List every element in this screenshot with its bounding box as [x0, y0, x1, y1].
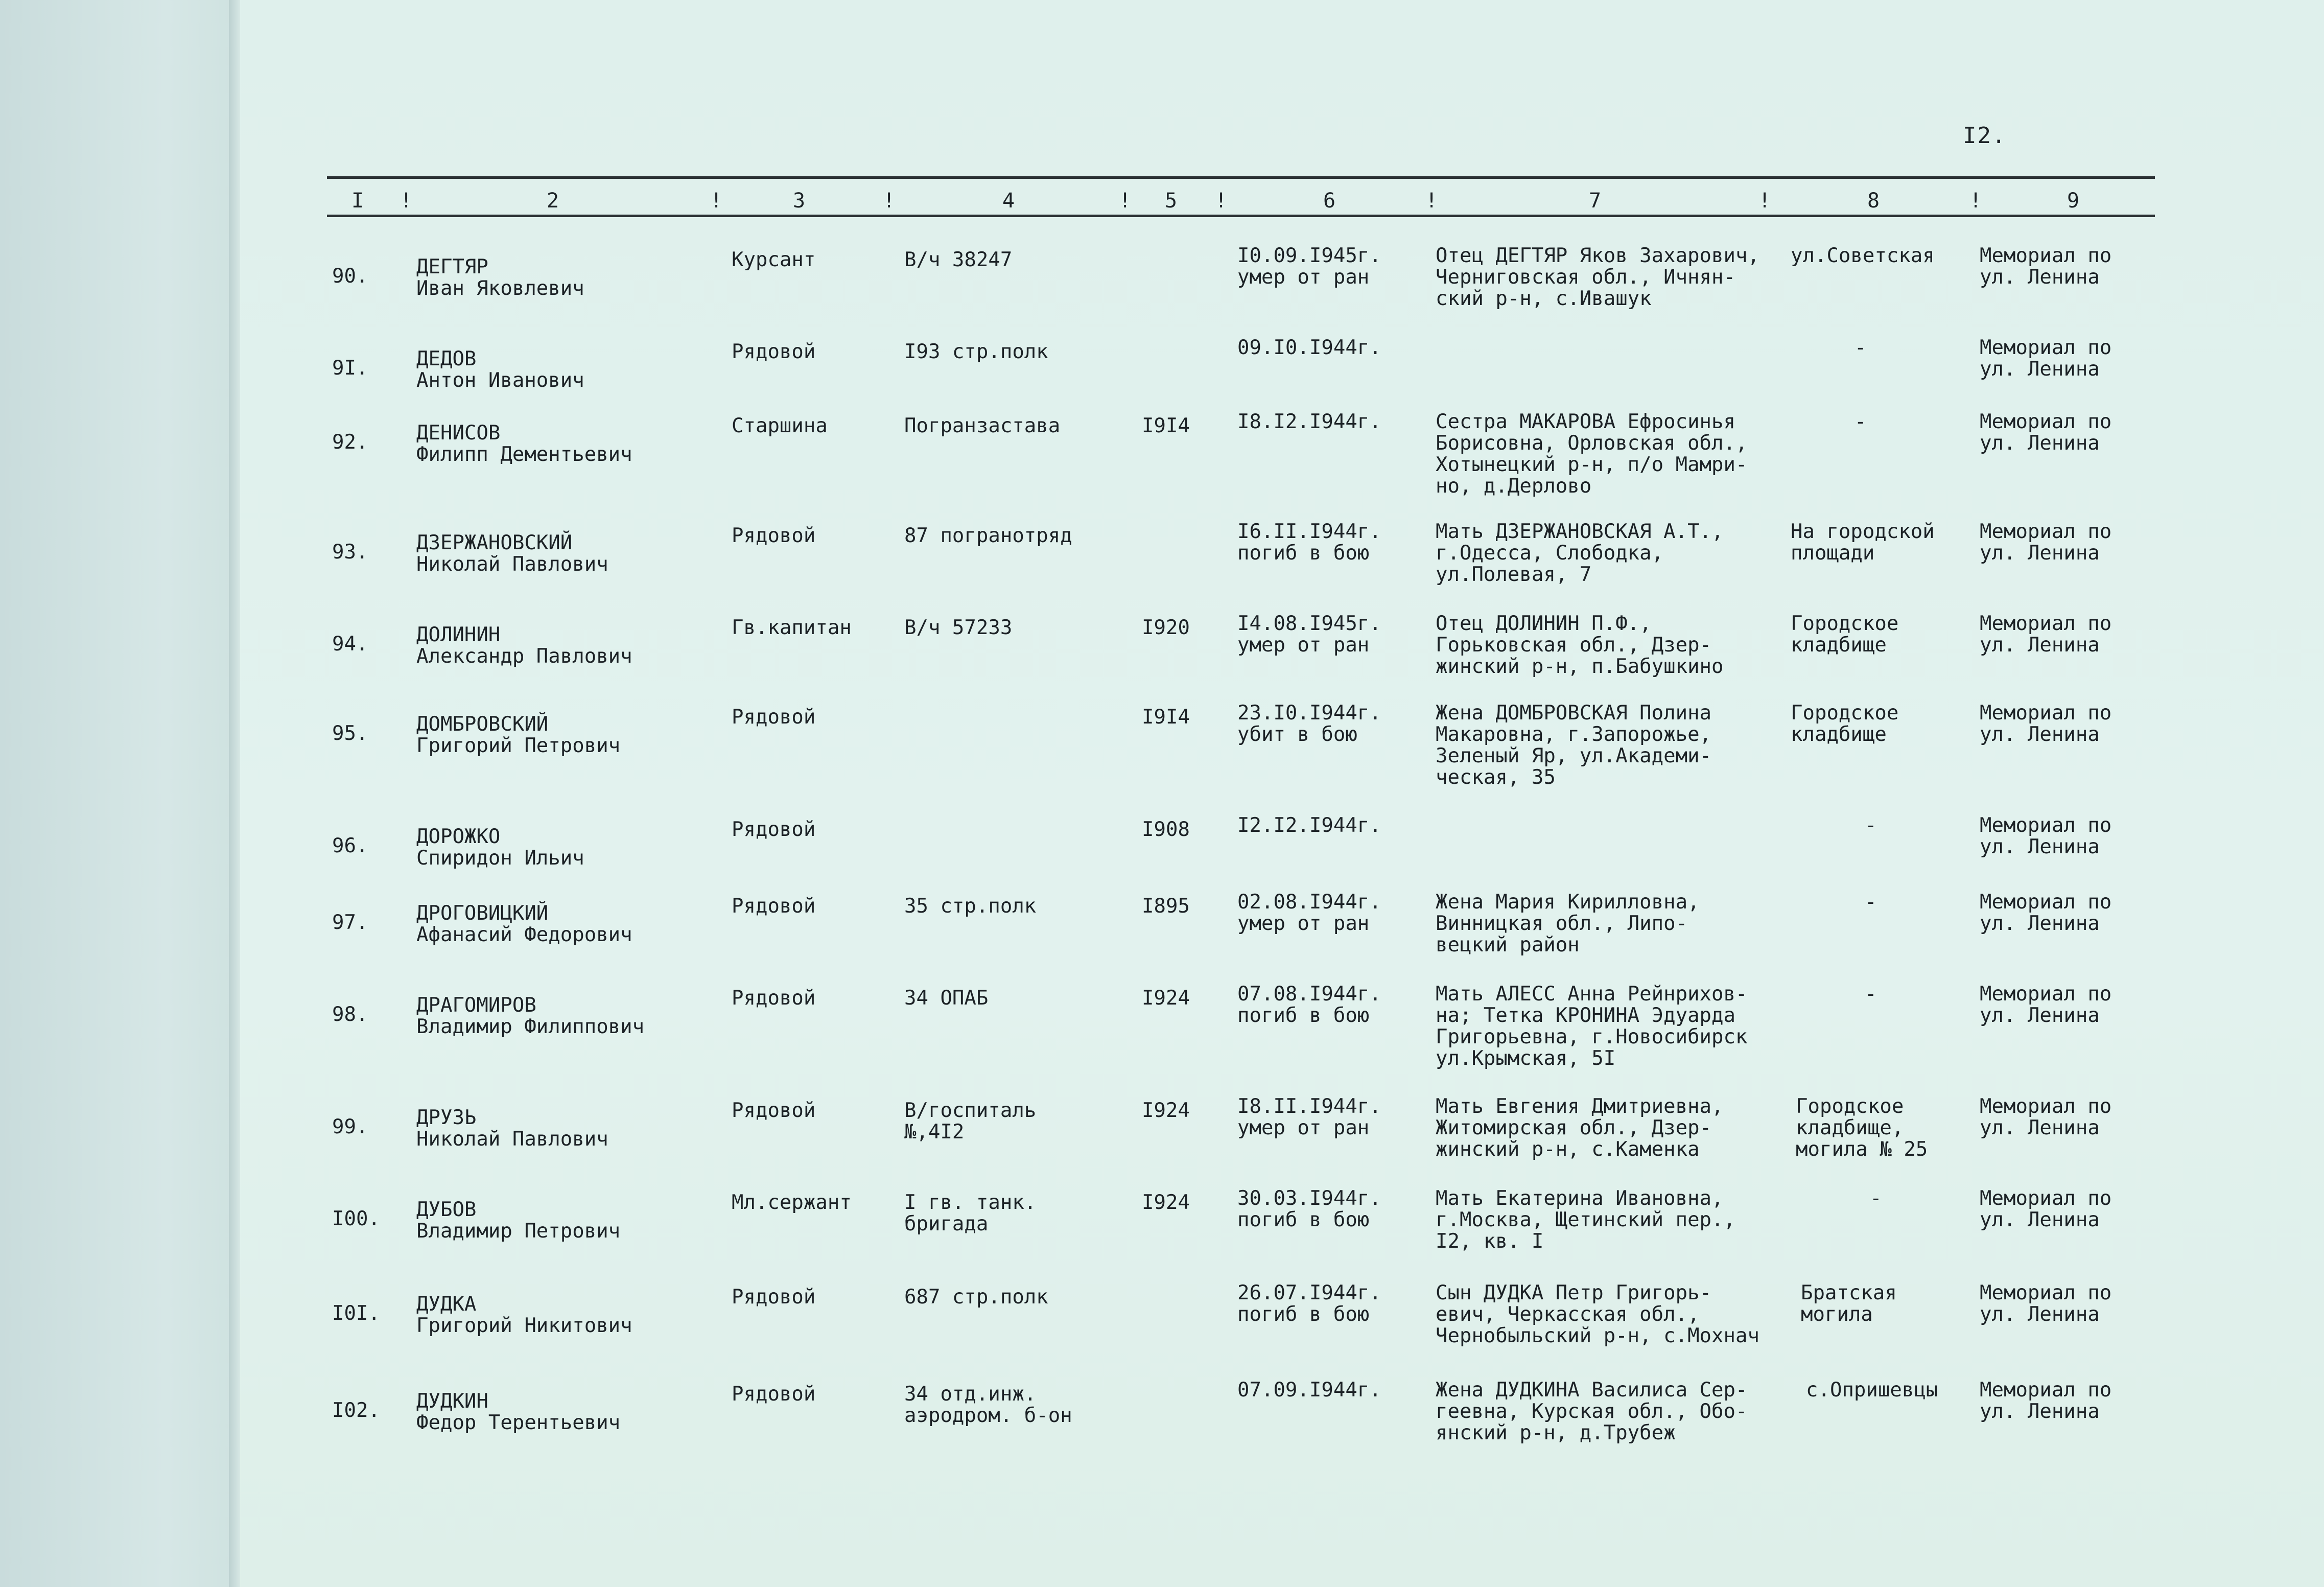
record-rank: Рядовой — [732, 524, 816, 547]
record-unit: 35 стр.полк — [904, 895, 1037, 918]
record-rank: Рядовой — [732, 987, 816, 1010]
record-death: 26.07.I944г. погиб в бою — [1237, 1281, 1381, 1326]
col-separator: ! — [1119, 189, 1132, 213]
record-number: 96. — [332, 834, 368, 857]
col-header-6: 6 — [1323, 189, 1336, 213]
record-name: ДЗЕРЖАНОВСКИЙ Николай Павлович — [416, 531, 608, 576]
record-burial-place: - — [1865, 891, 1877, 914]
record-death: 07.09.I944г. — [1237, 1379, 1381, 1402]
col-header-2: 2 — [547, 189, 559, 213]
record-memorial: Мемориал по ул. Ленина — [1980, 814, 2112, 858]
col-header-8: 8 — [1867, 189, 1880, 213]
col-separator: ! — [400, 189, 413, 213]
record-name: ДЕГТЯР Иван Яковлевич — [416, 255, 584, 300]
table-row — [0, 984, 2324, 1081]
record-burial-place: Городское кладбище — [1791, 612, 1899, 657]
table-row — [0, 1380, 2324, 1477]
record-relatives: Мать Евгения Дмитриевна, Житомирская обл., Дзер- жинский р-н, с.Каменка — [1436, 1095, 1724, 1161]
record-number: I02. — [332, 1399, 380, 1422]
record-birth-year: I908 — [1142, 818, 1190, 841]
record-name: ДРАГОМИРОВ Владимир Филиппович — [416, 994, 645, 1038]
record-memorial: Мемориал по ул. Ленина — [1980, 336, 2112, 381]
col-separator: ! — [883, 189, 896, 213]
record-memorial: Мемориал по ул. Ленина — [1980, 410, 2112, 455]
record-birth-year: I920 — [1142, 616, 1190, 639]
record-memorial: Мемориал по ул. Ленина — [1980, 891, 2112, 935]
record-birth-year: I9I4 — [1142, 414, 1190, 437]
record-death: I6.II.I944г. погиб в бою — [1237, 520, 1381, 565]
record-rank: Рядовой — [732, 1099, 816, 1122]
col-header-9: 9 — [2067, 189, 2080, 213]
record-relatives: Жена Мария Кирилловна, Винницкая обл., Липо- вецкий район — [1436, 891, 1700, 956]
record-memorial: Мемориал по ул. Ленина — [1980, 244, 2112, 289]
record-memorial: Мемориал по ул. Ленина — [1980, 1281, 2112, 1326]
record-relatives: Мать Екатерина Ивановна, г.Москва, Щетинский пер., I2, кв. I — [1436, 1187, 1735, 1253]
col-separator: ! — [1758, 189, 1771, 213]
record-death: I2.I2.I944г. — [1237, 814, 1381, 837]
record-name: ДОМБРОВСКИЙ Григорий Петрович — [416, 713, 621, 757]
record-name: ДУДКА Григорий Никитович — [416, 1293, 632, 1337]
record-death: 23.I0.I944г. убит в бою — [1237, 702, 1381, 746]
record-burial-place: Городское кладбище, могила № 25 — [1796, 1095, 1928, 1161]
record-unit: 34 отд.инж. аэродром. б-он — [904, 1383, 1072, 1427]
record-name: ДРОГОВИЦКИЙ Афанасий Федорович — [416, 902, 632, 946]
record-burial-place: На городской площади — [1791, 520, 1935, 565]
record-number: I00. — [332, 1207, 380, 1230]
record-burial-place: - — [1865, 983, 1877, 1006]
col-separator: ! — [710, 189, 723, 213]
col-separator: ! — [1969, 189, 1982, 213]
col-header-7: 7 — [1589, 189, 1602, 213]
table-row — [0, 1188, 2324, 1285]
record-death: I4.08.I945г. умер от ран — [1237, 612, 1381, 657]
record-birth-year: I9I4 — [1142, 706, 1190, 729]
record-unit: В/ч 38247 — [904, 248, 1013, 271]
record-burial-place: Братская могила — [1801, 1281, 1897, 1326]
record-rank: Гв.капитан — [732, 616, 852, 639]
record-number: 95. — [332, 722, 368, 745]
col-separator: ! — [1215, 189, 1228, 213]
record-death: 30.03.I944г. погиб в бою — [1237, 1187, 1381, 1231]
table-row — [0, 411, 2324, 508]
record-unit: 87 погранотряд — [904, 524, 1072, 547]
record-number: 94. — [332, 633, 368, 656]
record-name: ДУДКИН Федор Терентьевич — [416, 1390, 621, 1434]
record-memorial: Мемориал по ул. Ленина — [1980, 983, 2112, 1027]
col-header-1: I — [351, 189, 364, 213]
record-rank: Рядовой — [732, 818, 816, 841]
record-rank: Рядовой — [732, 706, 816, 729]
record-burial-place: Городское кладбище — [1791, 702, 1899, 746]
record-name: ДЕДОВ Антон Иванович — [416, 347, 584, 392]
record-rank: Рядовой — [732, 1383, 816, 1406]
record-relatives: Жена ДУДКИНА Василиса Сер- геевна, Курская обл., Обо- янский р-н, д.Трубеж — [1436, 1379, 1748, 1444]
record-death: 02.08.I944г. умер от ран — [1237, 891, 1381, 935]
record-relatives: Сын ДУДКА Петр Григорь- евич, Черкасская обл., Чернобыльский р-н, с.Мохнач — [1436, 1281, 1759, 1347]
record-relatives: Отец ДОЛИНИН П.Ф., Горьковская обл., Дзер- жинский р-н, п.Бабушкино — [1436, 612, 1724, 678]
record-unit: 687 стр.полк — [904, 1286, 1048, 1309]
record-name: ДРУЗЬ Николай Павлович — [416, 1106, 608, 1151]
record-rank: Старшина — [732, 414, 828, 437]
record-name: ДОЛИНИН Александр Павлович — [416, 623, 632, 668]
table-row — [0, 892, 2324, 989]
record-rank: Рядовой — [732, 1286, 816, 1309]
record-number: 98. — [332, 1003, 368, 1026]
record-memorial: Мемориал по ул. Ленина — [1980, 702, 2112, 746]
table-row — [0, 521, 2324, 618]
table-row — [0, 1282, 2324, 1380]
col-separator: ! — [1425, 189, 1438, 213]
record-memorial: Мемориал по ул. Ленина — [1980, 1095, 2112, 1139]
record-number: 92. — [332, 431, 368, 454]
col-header-4: 4 — [1002, 189, 1015, 213]
record-birth-year: I924 — [1142, 1191, 1190, 1214]
record-number: 97. — [332, 911, 368, 934]
record-birth-year: I924 — [1142, 987, 1190, 1010]
table-row — [0, 1096, 2324, 1193]
record-burial-place: - — [1854, 336, 1867, 359]
record-death: 07.08.I944г. погиб в бою — [1237, 983, 1381, 1027]
record-memorial: Мемориал по ул. Ленина — [1980, 1187, 2112, 1231]
record-number: 9I. — [332, 357, 368, 380]
record-relatives: Сестра МАКАРОВА Ефросинья Борисовна, Орловская обл., Хотынецкий р-н, п/о Мамри- но, д.Дерлово — [1436, 410, 1748, 498]
record-unit: В/госпиталь №,4I2 — [904, 1099, 1037, 1143]
record-name: ДУБОВ Владимир Петрович — [416, 1198, 621, 1243]
record-memorial: Мемориал по ул. Ленина — [1980, 1379, 2112, 1423]
record-memorial: Мемориал по ул. Ленина — [1980, 612, 2112, 657]
record-rank: Курсант — [732, 248, 816, 271]
record-death: I0.09.I945г. умер от ран — [1237, 244, 1381, 289]
record-unit: I93 стр.полк — [904, 340, 1048, 363]
record-burial-place: с.Опришевцы — [1806, 1379, 1938, 1402]
record-death: I8.I2.I944г. — [1237, 410, 1381, 433]
record-relatives: Мать ДЗЕРЖАНОВСКАЯ А.Т., г.Одесса, Слободка, ул.Полевая, 7 — [1436, 520, 1724, 586]
record-death: 09.I0.I944г. — [1237, 336, 1381, 359]
col-header-5: 5 — [1165, 189, 1178, 213]
record-birth-year: I895 — [1142, 895, 1190, 918]
record-unit: В/ч 57233 — [904, 616, 1013, 639]
record-rank: Мл.сержант — [732, 1191, 852, 1214]
record-rank: Рядовой — [732, 340, 816, 363]
record-number: 93. — [332, 541, 368, 564]
record-name: ДЕНИСОВ Филипп Дементьевич — [416, 422, 632, 466]
record-burial-place: - — [1870, 1187, 1882, 1210]
record-relatives: Мать АЛЕСС Анна Рейнрихов- на; Тетка КРОНИНА Эдуарда Григорьевна, г.Новосибирск ул.Крымская, 5I — [1436, 983, 1748, 1070]
record-memorial: Мемориал по ул. Ленина — [1980, 520, 2112, 565]
page-number: I2. — [1963, 123, 2007, 149]
record-rank: Рядовой — [732, 895, 816, 918]
record-death: I8.II.I944г. умер от ран — [1237, 1095, 1381, 1139]
table-row — [0, 245, 2324, 342]
record-unit: 34 ОПАБ — [904, 987, 989, 1010]
record-unit: Погранзастава — [904, 414, 1061, 437]
table-row — [0, 703, 2324, 800]
record-relatives: Отец ДЕГТЯР Яков Захарович, Черниговская обл., Ичнян- ский р-н, с.Ивашук — [1436, 244, 1759, 310]
record-birth-year: I924 — [1142, 1099, 1190, 1122]
table-row — [0, 613, 2324, 710]
record-name: ДОРОЖКО Спиридон Ильич — [416, 825, 584, 870]
col-header-3: 3 — [793, 189, 806, 213]
record-burial-place: ул.Советская — [1791, 244, 1935, 267]
record-unit: I гв. танк. бригада — [904, 1191, 1037, 1235]
record-number: I0I. — [332, 1302, 380, 1325]
record-relatives: Жена ДОМБРОВСКАЯ Полина Макаровна, г.Запорожье, Зеленый Яр, ул.Академи- ческая, 35 — [1436, 702, 1712, 789]
record-burial-place: - — [1865, 814, 1877, 837]
record-burial-place: - — [1854, 410, 1867, 433]
record-number: 99. — [332, 1115, 368, 1138]
record-number: 90. — [332, 265, 368, 288]
